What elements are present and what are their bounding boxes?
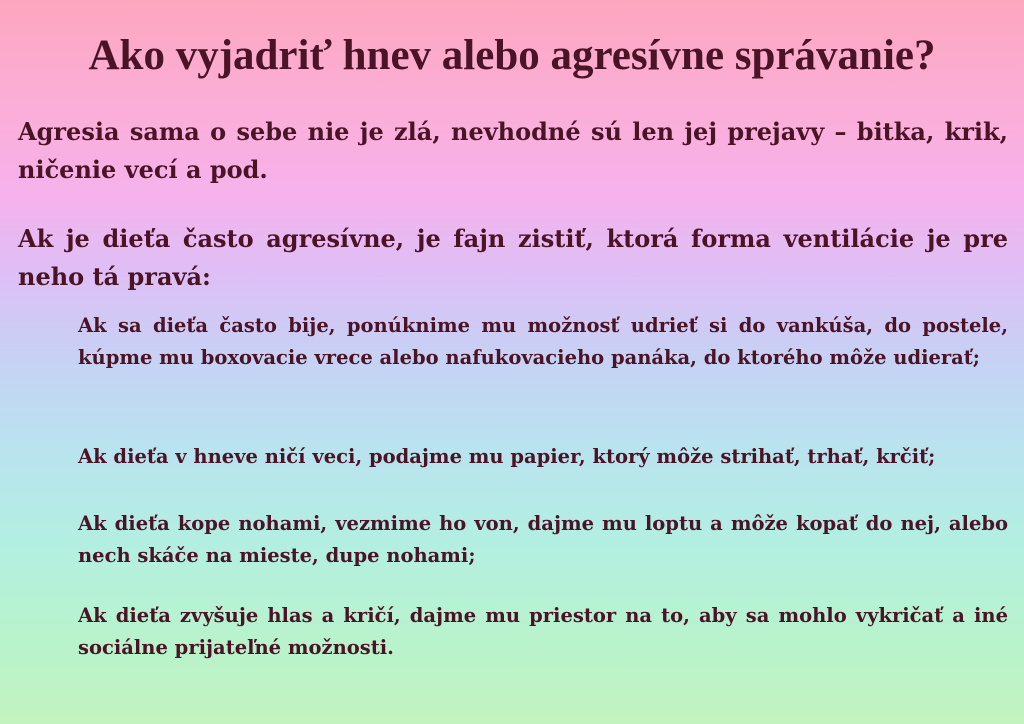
list-item-shouting: Ak dieťa zvyšuje hlas a kričí, dajme mu priestor na to, aby sa mohlo vykričať a iné sociálne prijateľné možnosti. [78, 604, 1008, 659]
list-item-destroying: Ak dieťa v hneve ničí veci, podajme mu papier, ktorý môže strihať, trhať, krčiť; [78, 445, 936, 468]
slide-title: Ako vyjadriť hnev alebo agresívne správanie? [88, 32, 936, 79]
list-item-hitting: Ak sa dieťa často bije, ponúknime mu možnosť udrieť si do vankúša, do postele, kúpme mu boxovacie vrece alebo nafukovacieho panáka, do ktorého môže udierať; [78, 314, 1008, 369]
list-item-kicking: Ak dieťa kope nohami, vezmime ho von, dajme mu loptu a môže kopať do nej, alebo nech skáče na mieste, dupe nohami; [78, 512, 1008, 567]
intro-paragraph: Agresia sama o sebe nie je zlá, nevhodné sú len jej prejavy – bitka, krik, ničenie vecí a pod. [18, 117, 1008, 184]
ventilation-paragraph: Ak je dieťa často agresívne, je fajn zistiť, ktorá forma ventilácie je pre neho tá pravá: [18, 224, 1008, 291]
